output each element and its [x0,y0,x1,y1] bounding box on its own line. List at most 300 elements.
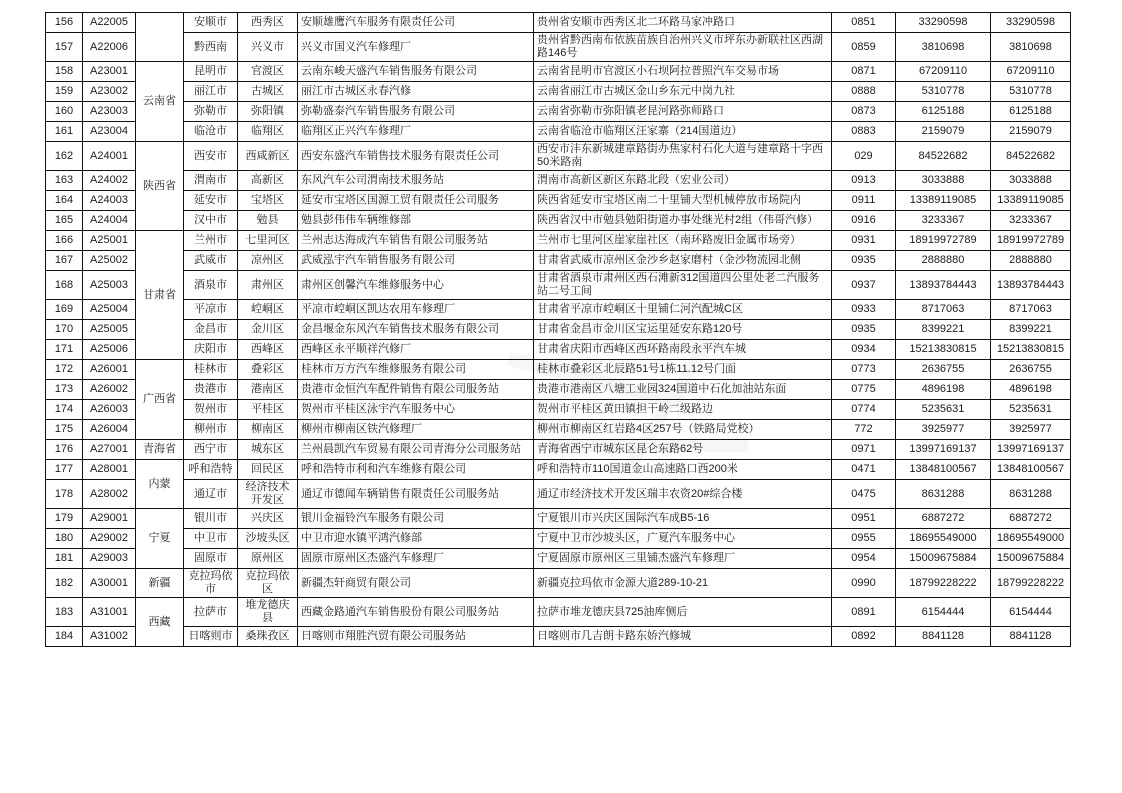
cell-code: A29002 [83,529,136,549]
cell-num: 170 [46,320,83,340]
cell-code: A26002 [83,380,136,400]
cell-phone2: 33290598 [991,13,1071,33]
cell-province: 广西省 [136,360,184,440]
cell-area: 029 [832,142,896,171]
cell-province: 甘肃省 [136,231,184,360]
cell-district: 肃州区 [238,271,298,300]
cell-area: 0935 [832,251,896,271]
cell-address: 陕西省延安市宝塔区南二十里铺大型机械停放市场院内 [534,191,832,211]
cell-district: 堆龙德庆县 [238,598,298,627]
cell-num: 173 [46,380,83,400]
cell-district: 桑珠孜区 [238,627,298,647]
cell-address: 拉萨市堆龙德庆县725油库侧后 [534,598,832,627]
cell-address: 贵港市港南区八塘工业园324国道中石化加油站东面 [534,380,832,400]
table-row [46,340,1071,360]
cell-code: A28002 [83,480,136,509]
table-row [46,569,1071,598]
cell-num: 165 [46,211,83,231]
cell-area: 0951 [832,509,896,529]
cell-district: 兴庆区 [238,509,298,529]
cell-address: 甘肃省武威市凉州区金沙乡赵家磨村（金沙物流园北侧 [534,251,832,271]
cell-company: 西峰区永平顺祥汽修厂 [298,340,534,360]
cell-city: 银川市 [184,509,238,529]
table-row [46,460,1071,480]
cell-company: 桂林市万方汽车维修服务有限公司 [298,360,534,380]
cell-phone2: 3233367 [991,211,1071,231]
table-row [46,102,1071,122]
cell-company: 银川金福铃汽车服务有限公司 [298,509,534,529]
cell-phone1: 4896198 [896,380,991,400]
cell-city: 固原市 [184,549,238,569]
cell-company: 西藏金路通汽车销售股份有限公司服务站 [298,598,534,627]
cell-district: 勉县 [238,211,298,231]
station-table-body [46,13,1071,647]
cell-phone2: 5235631 [991,400,1071,420]
cell-city: 兰州市 [184,231,238,251]
cell-district: 官渡区 [238,62,298,82]
cell-address: 新疆克拉玛依市金源大道289-10-21 [534,569,832,598]
cell-area: 0883 [832,122,896,142]
cell-phone2: 13997169137 [991,440,1071,460]
cell-city: 庆阳市 [184,340,238,360]
cell-city: 日喀则市 [184,627,238,647]
cell-num: 166 [46,231,83,251]
cell-num: 162 [46,142,83,171]
cell-city: 渭南市 [184,171,238,191]
cell-district: 柳南区 [238,420,298,440]
cell-phone1: 18919972789 [896,231,991,251]
cell-area: 0937 [832,271,896,300]
cell-city: 武威市 [184,251,238,271]
cell-phone1: 2888880 [896,251,991,271]
cell-address: 兰州市七里河区崖家崖社区（南环路废旧金属市场旁） [534,231,832,251]
table-row [46,509,1071,529]
cell-district: 宝塔区 [238,191,298,211]
cell-phone1: 3810698 [896,33,991,62]
cell-phone1: 6154444 [896,598,991,627]
cell-city: 克拉玛依市 [184,569,238,598]
cell-address: 贵州省黔西南布依族苗族自治州兴义市坪东办新联社区西湖路146号 [534,33,832,62]
cell-city: 贵港市 [184,380,238,400]
cell-area: 0775 [832,380,896,400]
cell-address: 桂林市叠彩区北辰路51号1栋11.12号门面 [534,360,832,380]
cell-num: 179 [46,509,83,529]
cell-phone1: 15009675884 [896,549,991,569]
cell-code: A23001 [83,62,136,82]
cell-address: 渭南市高新区新区东路北段（宏业公司） [534,171,832,191]
cell-phone1: 13997169137 [896,440,991,460]
cell-district: 回民区 [238,460,298,480]
table-row [46,420,1071,440]
cell-district: 港南区 [238,380,298,400]
cell-address: 云南省丽江市古城区金山乡东元中岗九社 [534,82,832,102]
cell-area: 0911 [832,191,896,211]
table-row [46,271,1071,300]
table-row [46,251,1071,271]
cell-code: A24004 [83,211,136,231]
cell-phone1: 18695549000 [896,529,991,549]
cell-num: 172 [46,360,83,380]
cell-area: 0955 [832,529,896,549]
cell-district: 沙坡头区 [238,529,298,549]
cell-num: 169 [46,300,83,320]
cell-district: 崆峒区 [238,300,298,320]
table-row [46,549,1071,569]
cell-area: 0851 [832,13,896,33]
cell-area: 0916 [832,211,896,231]
table-row [46,529,1071,549]
cell-num: 175 [46,420,83,440]
cell-phone1: 15213830815 [896,340,991,360]
cell-phone2: 3810698 [991,33,1071,62]
table-row [46,13,1071,33]
cell-num: 161 [46,122,83,142]
cell-district: 临翔区 [238,122,298,142]
cell-district: 经济技术开发区 [238,480,298,509]
cell-district: 西峰区 [238,340,298,360]
cell-area: 0774 [832,400,896,420]
table-row [46,33,1071,62]
cell-code: A31001 [83,598,136,627]
cell-company: 弥勒盛泰汽车销售服务有限公司 [298,102,534,122]
cell-phone1: 13893784443 [896,271,991,300]
cell-company: 中卫市迎水镇平鸿汽修部 [298,529,534,549]
cell-phone2: 18695549000 [991,529,1071,549]
cell-phone1: 8631288 [896,480,991,509]
cell-code: A31002 [83,627,136,647]
cell-phone2: 8631288 [991,480,1071,509]
cell-phone2: 6887272 [991,509,1071,529]
cell-district: 城东区 [238,440,298,460]
cell-city: 安顺市 [184,13,238,33]
table-row [46,598,1071,627]
cell-code: A28001 [83,460,136,480]
service-station-table [45,12,1071,647]
cell-city: 西宁市 [184,440,238,460]
cell-num: 183 [46,598,83,627]
cell-phone2: 18919972789 [991,231,1071,251]
cell-company: 武威泓宇汽车销售服务有限公司 [298,251,534,271]
cell-province: 内蒙 [136,460,184,509]
cell-city: 黔西南 [184,33,238,62]
cell-area: 0954 [832,549,896,569]
cell-phone1: 8841128 [896,627,991,647]
cell-city: 西安市 [184,142,238,171]
cell-code: A22005 [83,13,136,33]
cell-company: 兰州晨凯汽车贸易有限公司青海分公司服务站 [298,440,534,460]
cell-area: 0475 [832,480,896,509]
cell-phone1: 5235631 [896,400,991,420]
cell-area: 0990 [832,569,896,598]
cell-phone2: 8717063 [991,300,1071,320]
cell-phone2: 6154444 [991,598,1071,627]
table-row [46,440,1071,460]
cell-company: 兴义市国义汽车修理厂 [298,33,534,62]
cell-area: 0971 [832,440,896,460]
cell-company: 勉县彭伟伟车辆维修部 [298,211,534,231]
cell-phone2: 15009675884 [991,549,1071,569]
cell-province: 西藏 [136,598,184,647]
cell-city: 柳州市 [184,420,238,440]
cell-address: 西安市沣东新城建章路街办焦家村石化大道与建章路十字西50米路南 [534,142,832,171]
cell-phone1: 2636755 [896,360,991,380]
cell-company: 丽江市古城区永春汽修 [298,82,534,102]
cell-phone1: 5310778 [896,82,991,102]
cell-address: 青海省西宁市城东区昆仑东路62号 [534,440,832,460]
cell-company: 固原市原州区杰盛汽车修理厂 [298,549,534,569]
cell-num: 158 [46,62,83,82]
cell-phone1: 13389119085 [896,191,991,211]
cell-phone2: 15213830815 [991,340,1071,360]
cell-code: A25006 [83,340,136,360]
cell-num: 171 [46,340,83,360]
cell-num: 178 [46,480,83,509]
cell-address: 通辽市经济技术开发区瑞丰农资20#综合楼 [534,480,832,509]
cell-address: 宁夏固原市原州区三里铺杰盛汽车修理厂 [534,549,832,569]
cell-phone2: 18799228222 [991,569,1071,598]
cell-area: 0892 [832,627,896,647]
table-row [46,400,1071,420]
cell-phone2: 3925977 [991,420,1071,440]
cell-address: 云南省昆明市官渡区小石坝阿拉普照汽车交易市场 [534,62,832,82]
cell-num: 174 [46,400,83,420]
cell-address: 云南省临沧市临翔区汪家寨（214国道边） [534,122,832,142]
table-row [46,627,1071,647]
cell-num: 167 [46,251,83,271]
cell-phone1: 33290598 [896,13,991,33]
cell-code: A24003 [83,191,136,211]
cell-company: 贺州市平桂区泳宇汽车服务中心 [298,400,534,420]
cell-code: A23002 [83,82,136,102]
cell-phone1: 3233367 [896,211,991,231]
cell-city: 拉萨市 [184,598,238,627]
cell-district: 西咸新区 [238,142,298,171]
cell-code: A26001 [83,360,136,380]
cell-district: 叠彩区 [238,360,298,380]
cell-num: 164 [46,191,83,211]
cell-district: 金川区 [238,320,298,340]
cell-address: 呼和浩特市110国道金山高速路口西200米 [534,460,832,480]
table-row [46,231,1071,251]
table-row [46,211,1071,231]
cell-district: 弥阳镇 [238,102,298,122]
table-row [46,62,1071,82]
cell-num: 160 [46,102,83,122]
table-row [46,320,1071,340]
cell-code: A30001 [83,569,136,598]
cell-code: A25001 [83,231,136,251]
cell-code: A29003 [83,549,136,569]
cell-province: 云南省 [136,62,184,142]
cell-district: 古城区 [238,82,298,102]
cell-code: A22006 [83,33,136,62]
cell-company: 延安市宝塔区国源工贸有限责任公司服务 [298,191,534,211]
cell-city: 昆明市 [184,62,238,82]
cell-province [136,13,184,62]
table-row [46,300,1071,320]
cell-num: 181 [46,549,83,569]
cell-phone1: 6125188 [896,102,991,122]
cell-phone2: 8399221 [991,320,1071,340]
cell-company: 安顺雄鹰汽车服务有限责任公司 [298,13,534,33]
cell-area: 0873 [832,102,896,122]
cell-city: 弥勒市 [184,102,238,122]
cell-phone2: 2888880 [991,251,1071,271]
cell-address: 甘肃省平凉市崆峒区十里铺仁河汽配城C区 [534,300,832,320]
cell-num: 177 [46,460,83,480]
cell-area: 0933 [832,300,896,320]
cell-company: 金昌堰金东风汽车销售技术服务有限公司 [298,320,534,340]
cell-address: 云南省弥勒市弥阳镇老昆河路弥师路口 [534,102,832,122]
cell-city: 延安市 [184,191,238,211]
cell-company: 兰州志达海成汽车销售有限公司服务站 [298,231,534,251]
cell-phone2: 13893784443 [991,271,1071,300]
cell-address: 日喀则市几吉朗卡路东娇汽修城 [534,627,832,647]
cell-code: A24001 [83,142,136,171]
cell-phone1: 2159079 [896,122,991,142]
cell-address: 甘肃省酒泉市肃州区西石滩新312国道四公里处老二汽服务站二号工间 [534,271,832,300]
cell-phone1: 3033888 [896,171,991,191]
cell-code: A23003 [83,102,136,122]
cell-area: 0891 [832,598,896,627]
table-row [46,82,1071,102]
cell-num: 156 [46,13,83,33]
cell-city: 中卫市 [184,529,238,549]
cell-address: 陕西省汉中市勉县勉阳街道办事处继光村2组（伟哥汽修） [534,211,832,231]
cell-phone1: 3925977 [896,420,991,440]
cell-company: 云南东峻天盛汽车销售服务有限公司 [298,62,534,82]
cell-province: 宁夏 [136,509,184,569]
cell-code: A26003 [83,400,136,420]
cell-phone2: 3033888 [991,171,1071,191]
cell-company: 肃州区创馨汽车维修服务中心 [298,271,534,300]
cell-address: 甘肃省金昌市金川区宝运里延安东路120号 [534,320,832,340]
cell-company: 贵港市金恒汽车配件销售有限公司服务站 [298,380,534,400]
cell-phone2: 5310778 [991,82,1071,102]
cell-phone1: 84522682 [896,142,991,171]
cell-company: 临翔区正兴汽车修理厂 [298,122,534,142]
cell-city: 呼和浩特 [184,460,238,480]
cell-district: 西秀区 [238,13,298,33]
table-row [46,360,1071,380]
table-row [46,171,1071,191]
cell-city: 金昌市 [184,320,238,340]
cell-code: A24002 [83,171,136,191]
cell-address: 柳州市柳南区红岩路4区257号（铁路局党校） [534,420,832,440]
cell-code: A26004 [83,420,136,440]
cell-phone2: 84522682 [991,142,1071,171]
cell-company: 新疆杰轩商贸有限公司 [298,569,534,598]
table-row [46,480,1071,509]
cell-city: 桂林市 [184,360,238,380]
table-row [46,380,1071,400]
table-row [46,191,1071,211]
cell-phone1: 18799228222 [896,569,991,598]
cell-area: 0471 [832,460,896,480]
cell-code: A29001 [83,509,136,529]
cell-address: 贵州省安顺市西秀区北二环路马家冲路口 [534,13,832,33]
cell-company: 通辽市德闻车辆销售有限责任公司服务站 [298,480,534,509]
cell-area: 0913 [832,171,896,191]
cell-address: 宁夏中卫市沙坡头区，广夏汽车服务中心 [534,529,832,549]
cell-district: 兴义市 [238,33,298,62]
cell-area: 0859 [832,33,896,62]
cell-phone1: 13848100567 [896,460,991,480]
cell-code: A25004 [83,300,136,320]
cell-city: 汉中市 [184,211,238,231]
cell-city: 酒泉市 [184,271,238,300]
cell-num: 182 [46,569,83,598]
cell-num: 168 [46,271,83,300]
cell-area: 0935 [832,320,896,340]
cell-area: 772 [832,420,896,440]
cell-city: 通辽市 [184,480,238,509]
cell-phone1: 8717063 [896,300,991,320]
cell-num: 176 [46,440,83,460]
cell-phone2: 2636755 [991,360,1071,380]
cell-area: 0773 [832,360,896,380]
cell-address: 宁夏银川市兴庆区国际汽车成B5-16 [534,509,832,529]
cell-company: 平凉市崆峒区凯达农用车修理厂 [298,300,534,320]
cell-province: 新疆 [136,569,184,598]
cell-code: A25003 [83,271,136,300]
cell-phone1: 8399221 [896,320,991,340]
cell-address: 甘肃省庆阳市西峰区西环路南段永平汽车城 [534,340,832,360]
cell-code: A23004 [83,122,136,142]
cell-city: 平凉市 [184,300,238,320]
cell-company: 西安东盛汽车销售技术服务有限责任公司 [298,142,534,171]
cell-address: 贺州市平桂区黄田镇担干岭二级路边 [534,400,832,420]
cell-company: 呼和浩特市利和汽车维修有限公司 [298,460,534,480]
cell-num: 180 [46,529,83,549]
cell-area: 0888 [832,82,896,102]
cell-phone2: 2159079 [991,122,1071,142]
cell-company: 日喀则市翔胜汽贸有限公司服务站 [298,627,534,647]
cell-phone1: 67209110 [896,62,991,82]
cell-phone2: 4896198 [991,380,1071,400]
cell-district: 平桂区 [238,400,298,420]
cell-district: 七里河区 [238,231,298,251]
cell-city: 贺州市 [184,400,238,420]
cell-phone2: 67209110 [991,62,1071,82]
cell-num: 159 [46,82,83,102]
cell-district: 原州区 [238,549,298,569]
cell-company: 东风汽车公司渭南技术服务站 [298,171,534,191]
cell-area: 0934 [832,340,896,360]
cell-code: A25002 [83,251,136,271]
cell-province: 青海省 [136,440,184,460]
cell-code: A25005 [83,320,136,340]
cell-district: 高新区 [238,171,298,191]
cell-phone2: 13389119085 [991,191,1071,211]
cell-area: 0871 [832,62,896,82]
cell-district: 克拉玛依区 [238,569,298,598]
table-row [46,122,1071,142]
cell-phone2: 13848100567 [991,460,1071,480]
cell-area: 0931 [832,231,896,251]
cell-district: 凉州区 [238,251,298,271]
cell-city: 丽江市 [184,82,238,102]
cell-code: A27001 [83,440,136,460]
cell-phone1: 6887272 [896,509,991,529]
cell-num: 157 [46,33,83,62]
table-row [46,142,1071,171]
cell-num: 163 [46,171,83,191]
cell-phone2: 6125188 [991,102,1071,122]
cell-phone2: 8841128 [991,627,1071,647]
cell-company: 柳州市柳南区铁汽修理厂 [298,420,534,440]
cell-num: 184 [46,627,83,647]
